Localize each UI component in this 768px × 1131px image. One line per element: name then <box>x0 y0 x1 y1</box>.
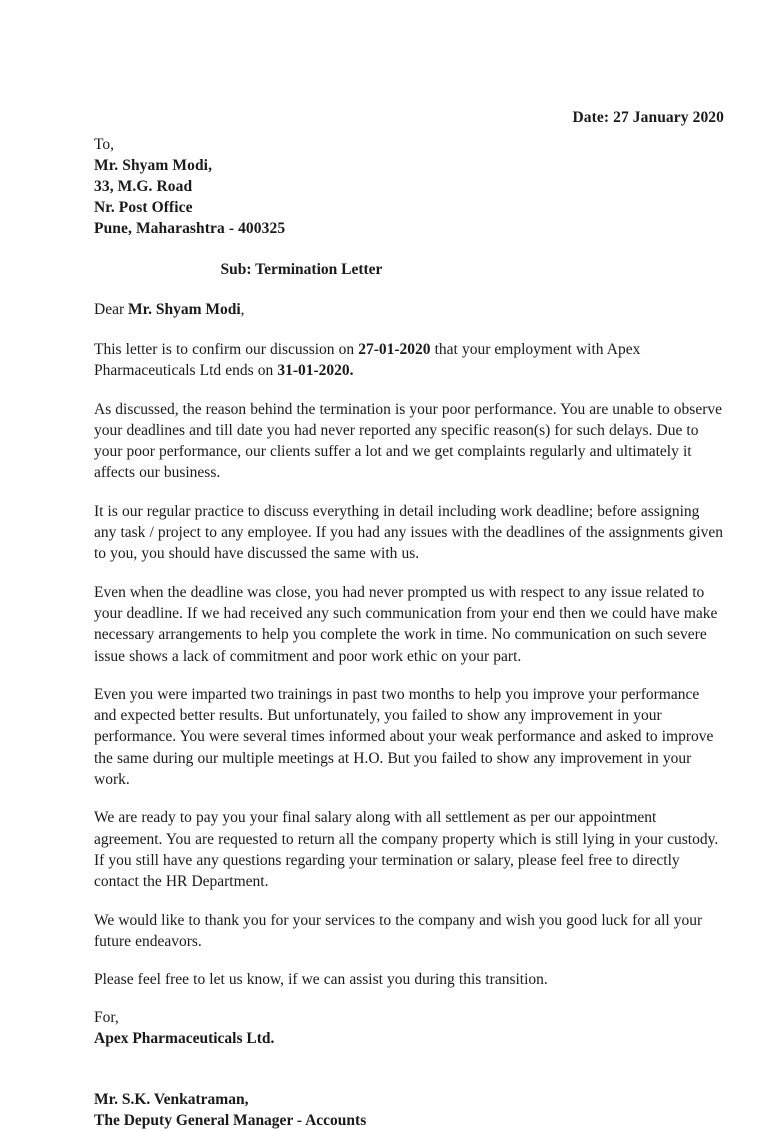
paragraph-assistance <box>94 969 724 990</box>
paragraph-confirmation <box>94 339 724 382</box>
emphasized-text: 31-01-2020. <box>277 362 354 380</box>
closing-company-name: Apex Pharmaceuticals Ltd. <box>94 1030 275 1048</box>
signer-name: Mr. S.K. Venkatraman, <box>94 1091 249 1109</box>
signature-space <box>94 1049 724 1089</box>
paragraph-no-communication <box>94 582 724 667</box>
paragraph-text: We would like to thank you for your services to the company and wish you good luck for all your future endeavors. <box>94 911 703 950</box>
closing-for-label: For, <box>94 1009 119 1027</box>
letter-content <box>94 0 724 1131</box>
paragraph-text: This letter is to confirm our discussion on <box>94 341 359 358</box>
paragraph-reason <box>94 399 724 484</box>
paragraph-text: Even when the deadline was close, you had never prompted us with respect to any issue related to your deadline. If we had received any such communication from your end then we could have make necessary arrangements to help you complete the work in time. No communication on such severe issue shows a lack of commitment and poor work ethic on your part. <box>94 583 718 665</box>
paragraph-text: Please feel free to let us know, if we can assist you during this transition. <box>94 971 548 989</box>
salutation <box>94 299 724 320</box>
paragraph-text: We are ready to pay you your final salary along with all settlement as per our appointment agreement. You are requested to return all the company property which is still lying in your custody. If you still have any questions regarding your termination or salary, please feel free to directly contact the HR Department. <box>94 809 719 891</box>
closing-block <box>94 1007 724 1131</box>
recipient-to-label: To, <box>94 136 115 153</box>
paragraph-regular-practice <box>94 501 724 565</box>
paragraph-text: Even you were imparted two trainings in past two months to help you improve your performance and expected better results. But unfortunately, you failed to show any improvement in your performance. You were several times informed about your weak performance and asked to improve the same during our multiple meetings at H.O. But you failed to show any improvement in your work. <box>94 685 714 789</box>
paragraph-thanks <box>94 910 724 953</box>
paragraph-settlement <box>94 807 724 892</box>
recipient-address-line-1: 33, M.G. Road <box>94 178 193 195</box>
salutation-punctuation: , <box>240 301 245 318</box>
signer-title: The Deputy General Manager - Accounts <box>94 1112 367 1130</box>
salutation-greeting: Dear <box>94 301 128 318</box>
paragraph-trainings <box>94 684 724 790</box>
subject-line: Sub: Termination Letter <box>220 261 383 278</box>
paragraph-text: It is our regular practice to discuss everything in detail including work deadline; before assigning any task / project to any employee. If you had any issues with the deadlines of the assignments given to you, you should have discussed the same with us. <box>94 502 724 563</box>
recipient-address-block <box>94 134 724 239</box>
recipient-address-line-2: Nr. Post Office <box>94 199 193 216</box>
letter-date: Date: 27 January 2020 <box>572 109 724 126</box>
paragraph-text: that your employment with Apex Pharmaceuticals Ltd ends on <box>94 341 641 380</box>
recipient-address-line-3: Pune, Maharashtra - 400325 <box>94 220 286 237</box>
paragraph-text: As discussed, the reason behind the termination is your poor performance. You are unable to observe your deadlines and till date you had never reported any specific reason(s) for such delays. Due to your poor performance, our clients suffer a lot and we get complaints regularly and ultimately it affects our business. <box>94 400 723 482</box>
emphasized-text: 27-01-2020 <box>358 341 431 358</box>
letter-body <box>94 339 724 990</box>
recipient-name: Mr. Shyam Modi, <box>94 157 213 174</box>
salutation-name: Mr. Shyam Modi <box>128 301 241 318</box>
